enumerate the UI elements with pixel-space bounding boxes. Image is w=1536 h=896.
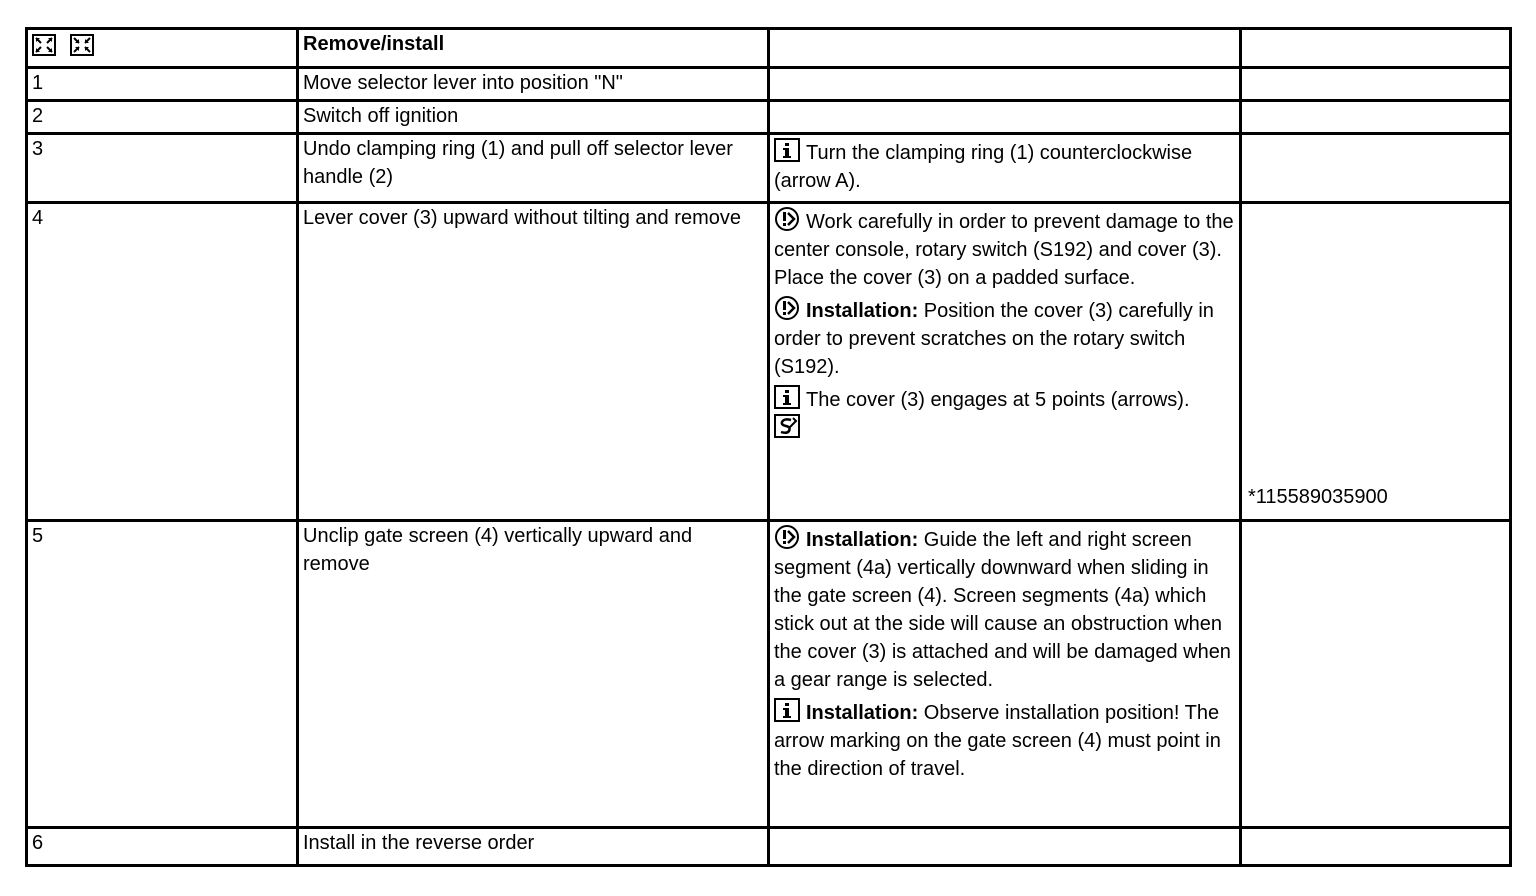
table-row	[27, 134, 1511, 203]
note-label: Installation:	[806, 300, 919, 322]
step-number: 2	[27, 101, 298, 134]
tool-icon	[774, 414, 800, 438]
step-ref	[1241, 521, 1511, 828]
caution-icon	[774, 207, 800, 231]
procedure-table	[25, 27, 1512, 867]
step-number: 3	[27, 134, 298, 203]
caution-icon	[774, 525, 800, 549]
step-ref: *115589035900	[1248, 486, 1388, 508]
note	[774, 414, 1235, 443]
header-empty-3	[769, 29, 1241, 68]
info-icon	[774, 698, 800, 722]
step-number: 1	[27, 68, 298, 101]
step-ref	[1241, 134, 1511, 203]
step-action: Undo clamping ring (1) and pull off selector lever handle (2)	[298, 134, 769, 203]
header-row	[27, 29, 1511, 68]
step-notes	[769, 828, 1241, 866]
step-ref	[1241, 828, 1511, 866]
table-row	[27, 203, 1511, 521]
note	[774, 525, 1235, 694]
caution-icon	[774, 296, 800, 320]
note-text: The cover (3) engages at 5 points (arrows).	[806, 389, 1190, 411]
note-label: Installation:	[806, 702, 919, 724]
step-action: Unclip gate screen (4) vertically upward and remove	[298, 521, 769, 828]
step-notes	[769, 68, 1241, 101]
install-icon	[70, 34, 94, 56]
step-action: Move selector lever into position "N"	[298, 68, 769, 101]
procedure-sheet	[25, 27, 1509, 867]
step-number: 5	[27, 521, 298, 828]
step-action: Lever cover (3) upward without tilting and remove	[298, 203, 769, 521]
note-text: Observe installation position! The arrow marking on the gate screen (4) must point in the direction of travel.	[774, 702, 1221, 780]
step-ref	[1241, 68, 1511, 101]
header-title: Remove/install	[298, 29, 769, 68]
remove-icon	[32, 34, 56, 56]
note	[774, 296, 1235, 381]
step-number: 6	[27, 828, 298, 866]
info-icon	[774, 138, 800, 162]
header-icons-cell	[27, 29, 298, 68]
info-icon	[774, 385, 800, 409]
table-row	[27, 828, 1511, 866]
step-notes	[769, 521, 1241, 828]
step-number: 4	[27, 203, 298, 521]
note-text: Guide the left and right screen segment (4a) vertically downward when sliding in the gate screen (4). Screen segments (4a) which stick out at the side will cause an obstruction when the cover (3) is attached and will be damaged when a gear range is selected.	[774, 529, 1231, 691]
note	[774, 385, 1235, 414]
step-action: Switch off ignition	[298, 101, 769, 134]
table-row	[27, 521, 1511, 828]
step-notes	[769, 203, 1241, 521]
step-ref	[1241, 101, 1511, 134]
note-text: Position the cover (3) carefully in order to prevent scratches on the rotary switch (S192).	[774, 300, 1214, 378]
step-notes	[769, 101, 1241, 134]
note-text: Work carefully in order to prevent damage to the center console, rotary switch (S192) and cover (3). Place the cover (3) on a padded surface.	[774, 211, 1234, 289]
table-row	[27, 68, 1511, 101]
table-row	[27, 101, 1511, 134]
step-ref-cell	[1241, 203, 1511, 521]
note-label: Installation:	[806, 529, 919, 551]
note	[774, 138, 1235, 195]
header-empty-4	[1241, 29, 1511, 68]
note	[774, 207, 1235, 292]
note	[774, 698, 1235, 783]
step-notes	[769, 134, 1241, 203]
step-action: Install in the reverse order	[298, 828, 769, 866]
note-text: Turn the clamping ring (1) counterclockwise (arrow A).	[774, 142, 1193, 192]
